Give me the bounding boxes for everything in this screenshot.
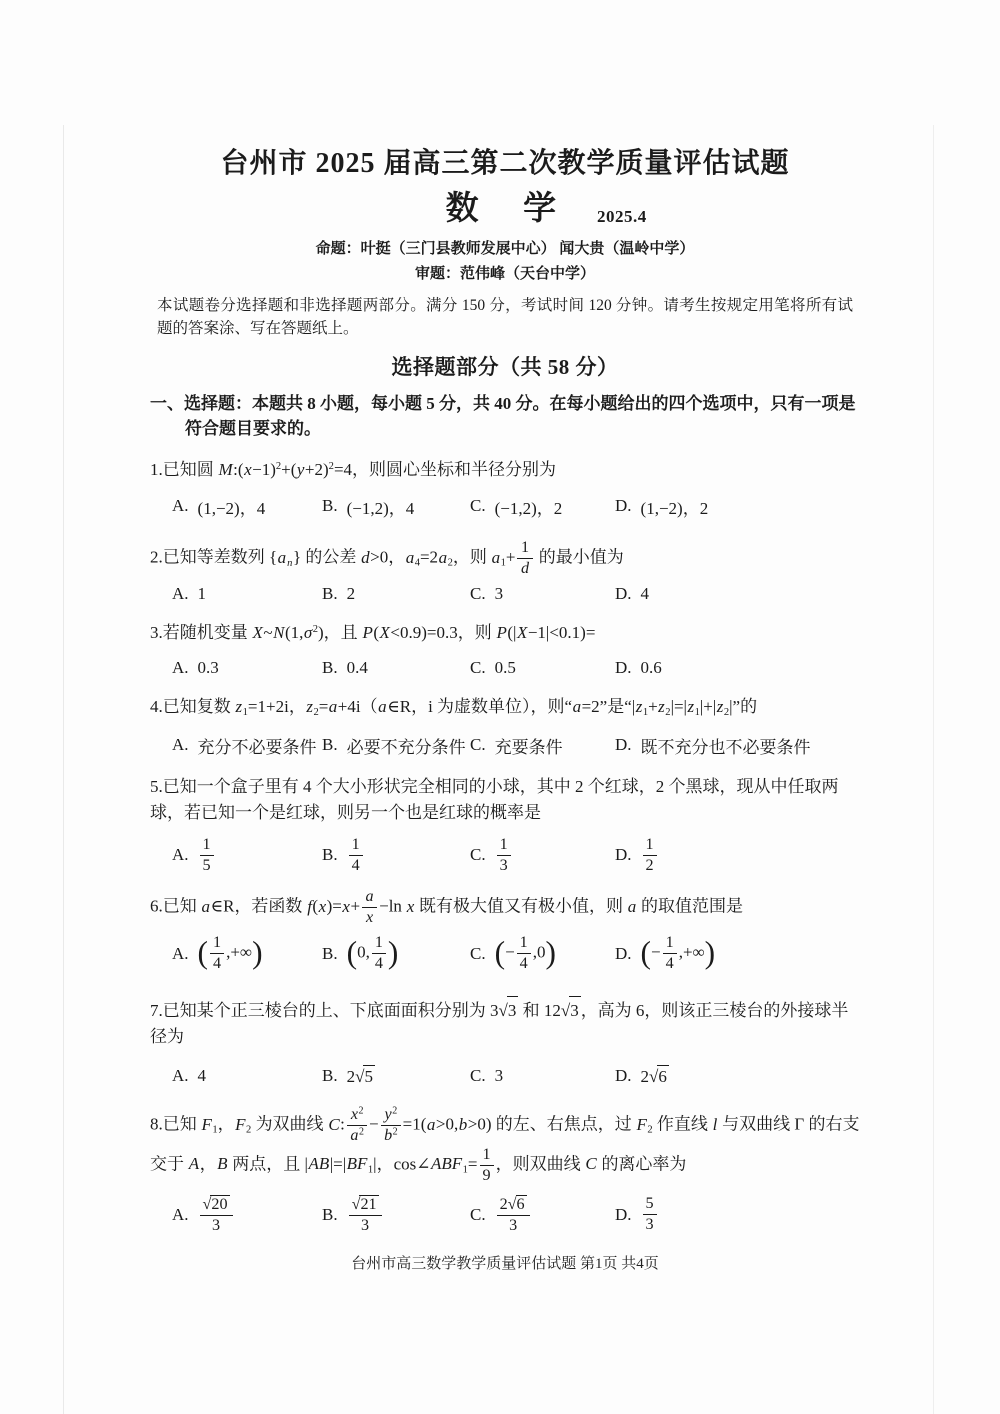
option-label: C.	[470, 584, 486, 604]
question-stem: 1.已知圆 $M:(x-1)^2+(y+2)^2=4$，则圆心坐标和半径分别为	[150, 459, 557, 479]
subject-title: 数学	[445, 191, 601, 228]
option-label: D.	[615, 1204, 632, 1224]
option	[322, 584, 470, 604]
option	[615, 658, 860, 678]
option-label: C.	[470, 496, 486, 516]
option	[615, 836, 860, 875]
option	[172, 494, 322, 519]
option	[322, 1194, 470, 1235]
option-row	[150, 584, 860, 604]
option-value: (1,−2)，4	[197, 498, 266, 518]
option-value: 1	[197, 584, 207, 604]
exam-title: 台州市 2025 届高三第二次教学质量评估试题	[220, 148, 790, 179]
option-value: (− $\frac{1}{4}$ ,+∞)	[640, 934, 716, 973]
option-label: A.	[172, 1204, 189, 1224]
option-label: D.	[615, 584, 632, 604]
exam-date: 2025.4	[597, 207, 647, 227]
option-value: (0, $\frac{1}{4}$ )	[346, 934, 399, 973]
option	[470, 584, 615, 604]
option-value: 3	[494, 584, 504, 604]
option-value: 0.6	[640, 657, 662, 677]
option	[322, 934, 470, 973]
option-label: B.	[322, 845, 338, 865]
option-value: $\frac{1}{2}$	[641, 836, 659, 875]
option-value: (−1,2)，4	[346, 498, 415, 518]
option-value: 4	[640, 584, 650, 604]
question	[150, 620, 860, 677]
option	[470, 934, 615, 973]
question-stem: 6.已知 a∈R，若函数 f(x)=x+ $\frac{a}{x}$ −ln x 既有极大值又有极小值，则 a 的取值范围是	[150, 887, 743, 927]
option-value: (− $\frac{1}{4}$ ,0)	[494, 934, 556, 973]
option-label: D.	[615, 735, 632, 755]
question-stem: 5.已知一个盒子里有 4 个大小形状完全相同的小球，其中 2 个红球，2 个黑球，现从中任取两球，若已知一个是红球，则另一个也是红球的概率是	[150, 776, 839, 823]
option	[615, 494, 860, 519]
option-label: B.	[322, 735, 338, 755]
question	[150, 457, 860, 519]
option-value: 0.5	[494, 657, 516, 677]
option-label: B.	[322, 943, 338, 963]
option-value: 充分不必要条件	[197, 737, 317, 757]
option-label: B.	[322, 1204, 338, 1224]
option-label: B.	[322, 496, 338, 516]
option	[470, 1194, 615, 1235]
option-value: 4	[197, 1066, 207, 1086]
option-value: $\frac{2√6}{3}$	[495, 1194, 532, 1235]
option	[470, 733, 615, 758]
option	[172, 733, 322, 758]
option	[172, 658, 322, 678]
option	[322, 658, 470, 678]
question-list	[150, 457, 860, 1236]
option-label: D.	[615, 496, 632, 516]
option	[322, 1065, 470, 1087]
option-label: B.	[322, 584, 338, 604]
option	[615, 1195, 860, 1234]
option-row	[150, 836, 860, 875]
option	[615, 934, 860, 973]
option-label: A.	[172, 496, 189, 516]
option-label: A.	[172, 1066, 189, 1086]
option-row	[150, 494, 860, 519]
option-label: D.	[615, 1066, 632, 1086]
option-label: B.	[322, 657, 338, 677]
option-label: C.	[470, 1204, 486, 1224]
option-label: C.	[470, 657, 486, 677]
option-label: D.	[615, 943, 632, 963]
option	[470, 494, 615, 519]
option	[322, 733, 470, 758]
question-stem: 4.已知复数 $z_1=1+2i$，$z_2=a+4i(a\in R$，i 为虚数单位），则“a=2”是“$|z_1+z_2|=|z_1|+|z_2|$”的	[150, 696, 758, 718]
option-label: A.	[172, 657, 189, 677]
reviewer-line: 审题：范伟峰（天台中学）	[414, 266, 595, 283]
option-value: 0.4	[346, 657, 368, 677]
option-value: $\frac{1}{5}$	[198, 836, 216, 875]
option-label: A.	[172, 943, 189, 963]
option-label: C.	[470, 1066, 486, 1086]
option	[172, 1066, 322, 1086]
option-value: $\frac{√21}{3}$	[347, 1194, 384, 1235]
option-value: 3	[494, 1066, 504, 1086]
subject-row	[150, 186, 860, 232]
question	[150, 996, 860, 1088]
option	[615, 584, 860, 604]
question-stem: 3.若随机变量 $X\sim N(1,\sigma^2)$，且 P(X<0.9)=0.3，则 P(|X−1|<0.1)=	[150, 623, 596, 643]
option-value: $\frac{√20}{3}$	[198, 1194, 235, 1235]
option	[470, 1066, 615, 1086]
option	[322, 836, 470, 875]
option-value: 既不充分也不必要条件	[640, 737, 811, 757]
question	[150, 774, 860, 875]
question	[150, 1106, 860, 1235]
option-value: (1,−2)，2	[640, 498, 709, 518]
question	[150, 888, 860, 974]
option-row	[150, 1194, 860, 1235]
option-value: 2√5	[346, 1067, 373, 1087]
option-row	[150, 1065, 860, 1087]
option	[172, 836, 322, 875]
section-title: 选择题部分（共 58 分）	[391, 355, 619, 380]
option-label: C.	[470, 943, 486, 963]
question	[150, 694, 860, 758]
option-value: ( $\frac{1}{4}$ ,+∞)	[197, 934, 263, 973]
proposer-line: 命题：叶挺（三门县教师发展中心） 闻大贵（温岭中学）	[315, 241, 695, 258]
scan-page-edge-left	[63, 125, 64, 1414]
question-stem: 2.已知等差数列 $\{a_n\}$ 的公差 d>0，$a_4=2a_2$，则 $a_1+$ $\frac{1}{d}$ 的最小值为	[150, 538, 624, 578]
option-value: (−1,2)，2	[494, 498, 563, 518]
question	[150, 539, 860, 604]
option-value: 0.3	[197, 657, 219, 677]
option-value: 必要不充分条件	[346, 737, 466, 757]
option	[322, 494, 470, 519]
option-label: D.	[615, 657, 632, 677]
option-row	[150, 934, 860, 973]
option-label: C.	[470, 735, 486, 755]
scan-page-edge-right	[933, 125, 934, 1414]
option	[615, 1065, 860, 1087]
question-stem: 7.已知某个正三棱台的上、下底面面积分别为 3√3 和 12√3 ，高为 6，则该正三棱台的外接球半径为	[150, 996, 860, 1051]
option-label: A.	[172, 845, 189, 865]
option-value: $\frac{1}{4}$	[347, 836, 365, 875]
exam-notice: 本试题卷分选择题和非选择题两部分。满分 150 分，考试时间 120 分钟。请考生按规定用笔将所有试题的答案涂、写在答题纸上。	[157, 296, 853, 338]
option	[470, 658, 615, 678]
option-value: $\frac{1}{3}$	[495, 836, 513, 875]
option	[470, 836, 615, 875]
option	[172, 584, 322, 604]
option	[172, 1194, 322, 1235]
option-label: A.	[172, 735, 189, 755]
page-footer: 台州市高三数学教学质量评估试题 第1页 共4页	[351, 1256, 659, 1273]
option-label: D.	[615, 845, 632, 865]
question-stem: 8.已知 $F_1$，$F_2$ 为双曲线 C: $\frac{x^2}{a^2}$ − $\frac{y^2}{b^2}$ =1(a>0,b>0) 的左、右焦点，过 $F_2$ 作直线 l 与双曲线 Γ 的右支交于 A，B 两点，且 $|AB|=|BF_1|$，$\cos\angle ABF_1=$ $\frac{1}{9}$ ，则双曲线 C 的离心率为	[150, 1105, 860, 1184]
option-value: 2	[346, 584, 356, 604]
section-instruction: 一、选择题：本题共 8 小题，每小题 5 分，共 40 分。在每小题给出的四个选项中，只有一项是符合题目要求的。	[150, 394, 856, 438]
option-row	[150, 658, 860, 678]
option-label: B.	[322, 1066, 338, 1086]
option	[615, 733, 860, 758]
option-value: 2√6	[640, 1067, 667, 1087]
option-label: A.	[172, 584, 189, 604]
page-content	[150, 146, 860, 1273]
option-label: C.	[470, 845, 486, 865]
option-value: 充要条件	[494, 737, 563, 757]
option	[172, 934, 322, 973]
option-value: $\frac{5}{3}$	[641, 1195, 659, 1234]
option-row	[150, 733, 860, 758]
